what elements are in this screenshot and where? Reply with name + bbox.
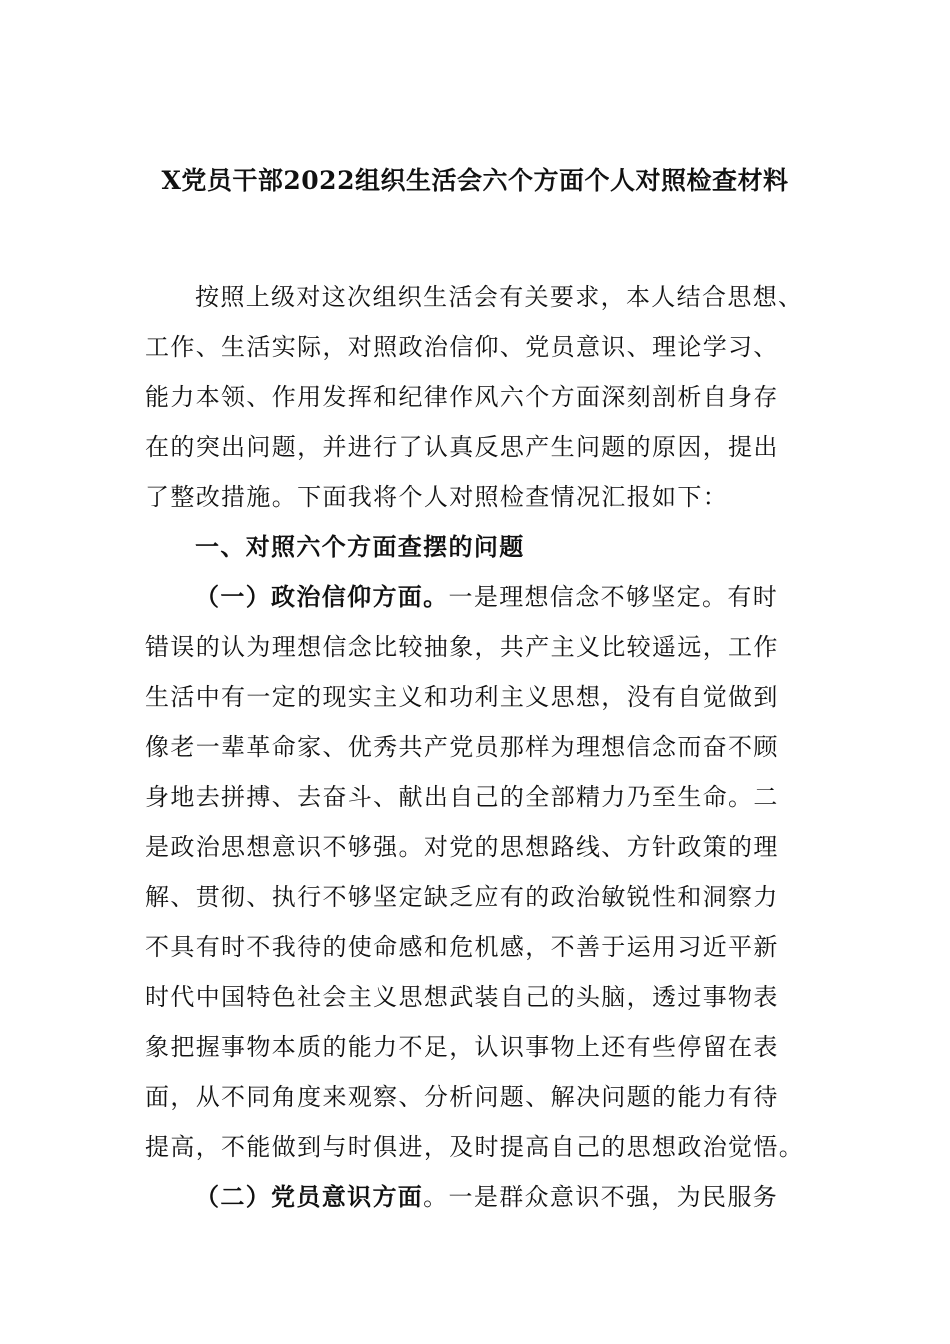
text-line — [195, 572, 810, 622]
text-line: 了整改措施。下面我将个人对照检查情况汇报如下： — [145, 483, 729, 511]
text-line: 像老一辈革命家、优秀共产党员那样为理想信念而奋不顾 — [145, 733, 779, 761]
text-line: 不具有时不我待的使命感和危机感，不善于运用习近平新 — [145, 933, 779, 961]
document-title: X党员干部2022组织生活会六个方面个人对照检查材料 — [161, 166, 789, 195]
text-line: 生活中有一定的现实主义和功利主义思想，没有自觉做到 — [145, 683, 779, 711]
text-line: 象把握事物本质的能力不足，认识事物上还有些停留在表 — [145, 1033, 779, 1061]
text-line: 工作、生活实际，对照政治信仰、党员意识、理论学习、 — [145, 333, 779, 361]
text-line: 在的突出问题，并进行了认真反思产生问题的原因，提出 — [145, 433, 779, 461]
text-line: 时代中国特色社会主义思想武装自己的头脑，透过事物表 — [145, 983, 779, 1011]
text-segment: 一是理想信念不够坚定。有时 — [448, 583, 779, 611]
text-line: 面，从不同角度来观察、分析问题、解决问题的能力有待 — [145, 1083, 779, 1111]
text-line: 按照上级对这次组织生活会有关要求，本人结合思想、 — [195, 283, 804, 311]
text-line: 身地去拼搏、去奋斗、献出自己的全部精力乃至生命。二 — [145, 783, 779, 811]
text-line: 错误的认为理想信念比较抽象，共产主义比较遥远，工作 — [145, 633, 779, 661]
section-heading: 一、对照六个方面查摆的问题 — [195, 532, 525, 561]
text-line: 提高，不能做到与时俱进，及时提高自己的思想政治觉悟。 — [145, 1133, 805, 1161]
text-line: 解、贯彻、执行不够坚定缺乏应有的政治敏锐性和洞察力 — [145, 883, 779, 911]
subsection-heading: （一）政治信仰方面。 — [195, 582, 449, 611]
text-line — [195, 1172, 810, 1222]
text-line: 是政治思想意识不够强。对党的思想路线、方针政策的理 — [145, 833, 779, 861]
subsection-heading: （二）党员意识方面 — [195, 1182, 424, 1211]
text-line: 能力本领、作用发挥和纪律作风六个方面深刻剖析自身存 — [145, 383, 779, 411]
text-segment: 。一是群众意识不强，为民服务 — [423, 1183, 779, 1211]
